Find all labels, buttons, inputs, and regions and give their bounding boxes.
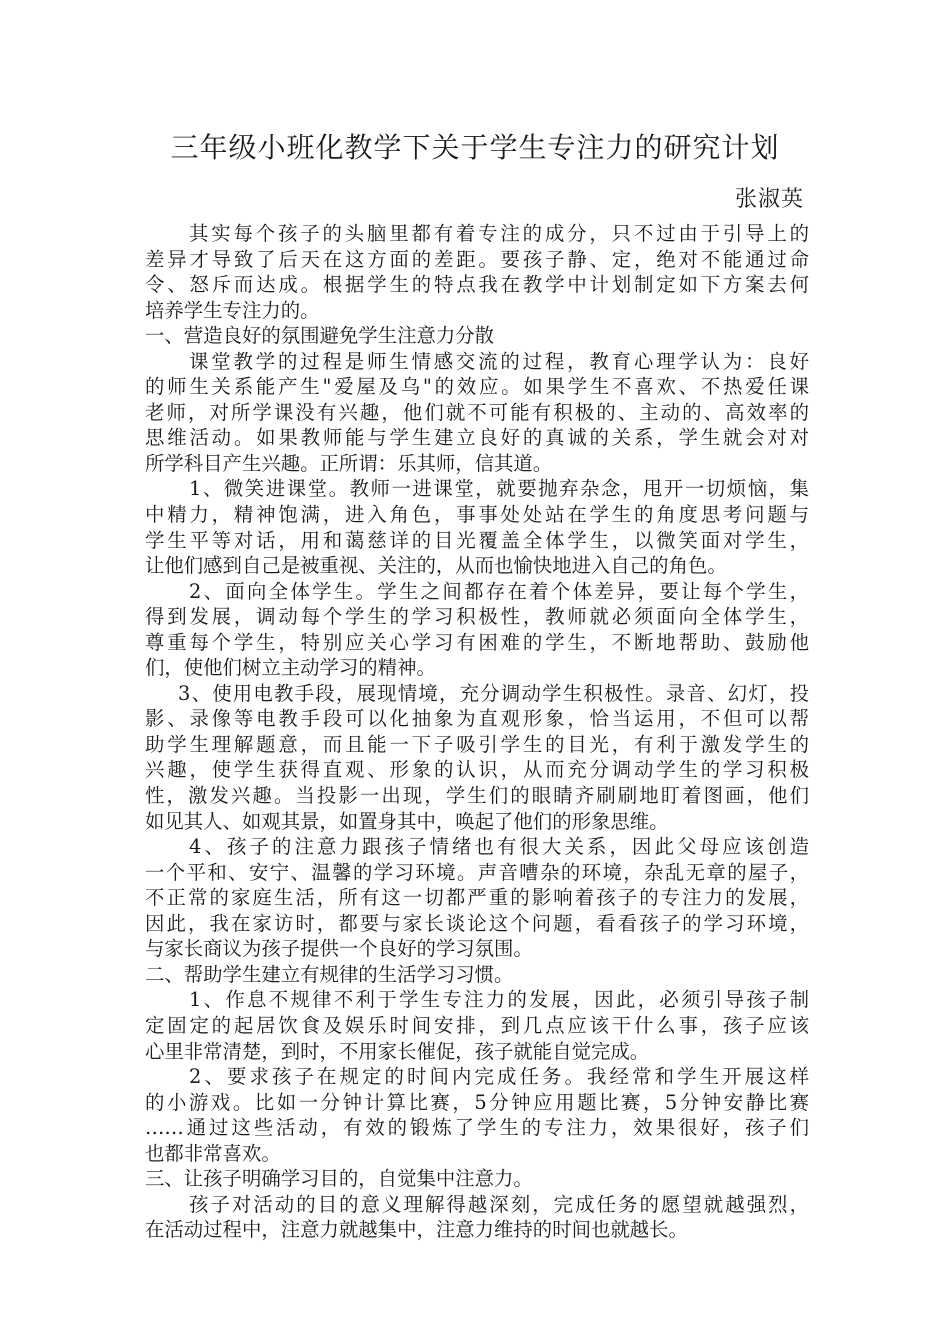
text-line: 其实每个孩子的头脑里都有着专注的成分，只不过由于引导上的 xyxy=(189,222,809,245)
text-line: 差异才导致了后天在这方面的差距。要孩子静、定，绝对不能通过命 xyxy=(145,247,809,271)
text-line: 思维活动。如果教师能与学生建立良好的真诚的关系，学生就会对对 xyxy=(145,426,809,450)
text-line: 助学生理解题意，而且能一下子吸引学生的目光，有利于激发学生的 xyxy=(145,732,809,756)
text-line: 令、怒斥而达成。根据学生的特点我在教学中计划制定如下方案去何 xyxy=(145,273,809,297)
text-line: 的师生关系能产生"爱屋及乌"的效应。如果学生不喜欢、不热爱任课 xyxy=(145,375,809,399)
text-line: 们，使他们树立主动学习的精神。 xyxy=(145,656,436,680)
text-line: 兴趣，使学生获得直观、形象的认识，从而充分调动学生的学习积极 xyxy=(145,758,809,782)
document-title: 三年级小班化教学下关于学生专注力的研究计划 xyxy=(170,131,780,164)
text-line: 培养学生专注力的。 xyxy=(145,298,320,322)
text-line: 如见其人、如观其景，如置身其中，唤起了他们的形象思维。 xyxy=(145,809,669,833)
text-line: 与家长商议为孩子提供一个良好的学习氛围。 xyxy=(145,937,533,961)
text-line: ……通过这些活动，有效的锻炼了学生的专注力，效果很好，孩子们 xyxy=(145,1116,809,1140)
text-line: 不正常的家庭生活，所有这一切都严重的影响着孩子的专注力的发展， xyxy=(145,886,809,910)
text-line: 让他们感到自己是被重视、关注的，从而也愉快地进入自己的角色。 xyxy=(145,554,727,578)
document-author: 张淑英 xyxy=(734,187,804,212)
text-line: 1、作息不规律不利于学生专注力的发展，因此，必须引导孩子制 xyxy=(189,988,809,1012)
text-line: 性，激发兴趣。当投影一出现，学生们的眼睛齐刷刷地盯着图画，他们 xyxy=(145,784,809,808)
text-line: 2、要求孩子在规定的时间内完成任务。我经常和学生开展这样 xyxy=(189,1065,809,1089)
text-line: 2、面向全体学生。学生之间都存在着个体差异，要让每个学生， xyxy=(189,579,809,603)
text-line: 所学科目产生兴趣。正所谓：乐其师，信其道。 xyxy=(145,451,553,475)
text-line: 得到发展，调动每个学生的学习积极性，教师就必须面向全体学生， xyxy=(145,605,809,629)
text-line: 心里非常清楚，到时，不用家长催促，孩子就能自觉完成。 xyxy=(145,1039,650,1063)
text-line: 在活动过程中，注意力就越集中，注意力维持的时间也就越长。 xyxy=(145,1218,688,1242)
text-line: 尊重每个学生，特别应关心学习有困难的学生，不断地帮助、鼓励他 xyxy=(145,630,809,654)
text-line: 三、让孩子明确学习目的，自觉集中注意力。 xyxy=(145,1167,533,1191)
text-line: 定固定的起居饮食及娱乐时间安排，到几点应该干什么事，孩子应该 xyxy=(145,1013,809,1037)
text-line: 因此，我在家访时，都要与家长谈论这个问题，看看孩子的学习环境， xyxy=(145,911,809,935)
text-line: 4、孩子的注意力跟孩子情绪也有很大关系，因此父母应该创造 xyxy=(189,835,809,859)
text-line: 3、使用电教手段，展现情境，充分调动学生积极性。录音、幻灯，投 xyxy=(178,681,809,705)
text-line: 孩子对活动的目的意义理解得越深刻，完成任务的愿望就越强烈， xyxy=(189,1192,809,1216)
text-line: 也都非常喜欢。 xyxy=(145,1141,281,1165)
text-line: 课堂教学的过程是师生情感交流的过程，教育心理学认为：良好 xyxy=(189,349,809,373)
text-line: 1、微笑进课堂。教师一进课堂，就要抛弃杂念，甩开一切烦恼，集 xyxy=(189,477,809,501)
text-line: 二、帮助学生建立有规律的生活学习习惯。 xyxy=(145,962,514,986)
text-line: 老师，对所学课没有兴趣，他们就不可能有积极的、主动的、高效率的 xyxy=(145,400,809,424)
document-body xyxy=(145,221,809,1243)
text-line: 中精力，精神饱满，进入角色，事事处处站在学生的角度思考问题与 xyxy=(145,503,809,527)
text-line: 学生平等对话，用和蔼慈详的目光覆盖全体学生，以微笑面对学生， xyxy=(145,528,809,552)
text-line: 一、营造良好的氛围避免学生注意力分散 xyxy=(145,324,495,348)
text-line: 一个平和、安宁、温馨的学习环境。声音嘈杂的环境，杂乱无章的屋子， xyxy=(145,860,809,884)
text-line: 的小游戏。比如一分钟计算比赛，5分钟应用题比赛，5分钟安静比赛 xyxy=(145,1090,809,1114)
text-line: 影、录像等电教手段可以化抽象为直观形象，恰当运用，不但可以帮 xyxy=(145,707,809,731)
